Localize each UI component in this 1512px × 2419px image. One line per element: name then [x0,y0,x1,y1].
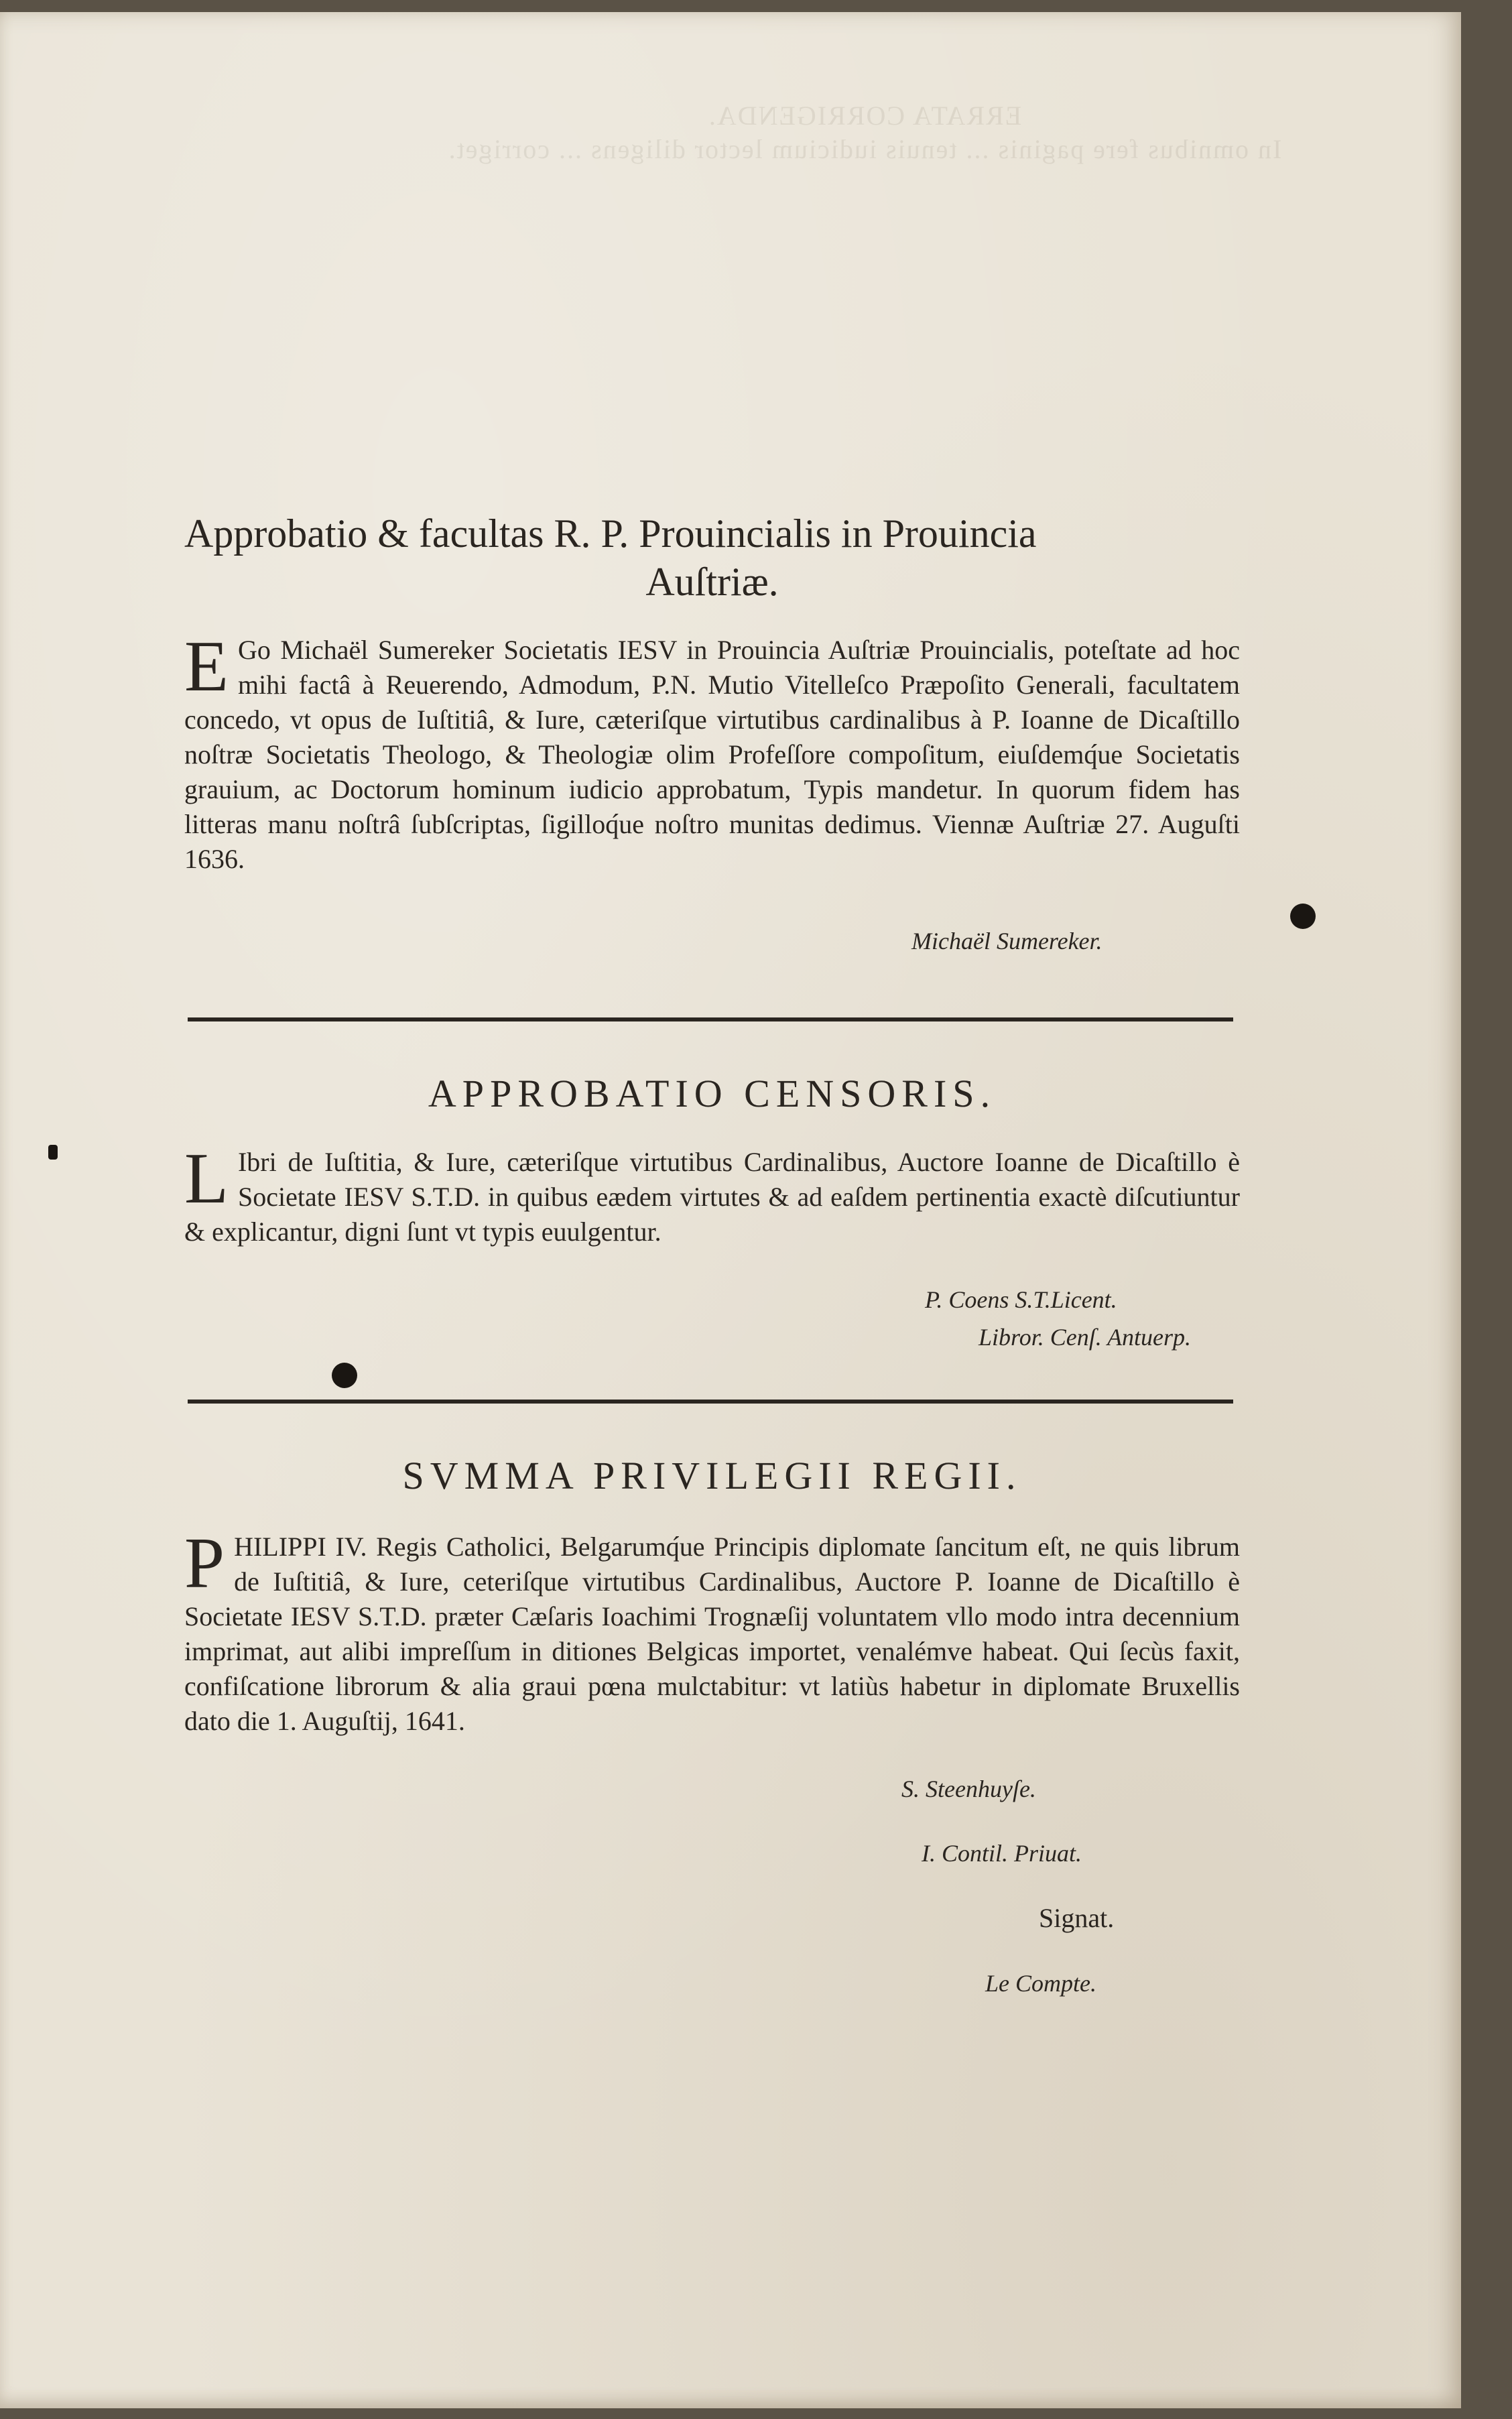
document-page [0,12,1461,2408]
section-body [184,1139,1240,1249]
bleed-through-text [295,99,1434,166]
bleed-through-line: ERRATA CORRIGENDA. [707,101,1022,131]
drop-cap: E [184,627,229,706]
ink-spot [48,1145,58,1160]
section-title-line: Auſtriæ. [645,560,779,604]
signature: I. Contil. Priuat. [922,1840,1082,1867]
signature: S. Steenhuyſe. [901,1776,1036,1802]
section-title [184,509,1240,606]
section-body [184,627,1240,877]
signature: Signat. [1039,1903,1115,1933]
drop-cap: P [184,1524,225,1603]
section-title: APPROBATIO CENSORIS. [428,1072,997,1115]
divider-rule [188,1017,1233,1021]
body-text: Go Michaël Sumereker Societatis IESV in Prouincia Auſtriæ Prouincialis, poteſtate ad hoc mihi factâ à Reuerendo, Admodum, P.N. Mutio Vitelleſco Præpoſito Generali, facultatem concedo, vt opus de Iuſtitiâ, & Iure, cæteriſque virtutibus cardinalibus à P. Ioanne de Dicaſtillo noſtræ Societatis Theologo, & Theologiæ olim Profeſſore compoſitum, eiuſdemq́ue Societatis grauium, ac Doctorum hominum iudicio approbatum, Typis mandetur. In quorum fidem has litteras manu noſtrâ ſubſcriptas, ſigilloq́ue noſtro munitas dedimus. Viennæ Auſtriæ 27. Auguſti 1636. [184,635,1240,874]
section-title-line: Approbatio & facultas R. P. Prouincialis in Prouincia [184,511,1037,556]
section-body [184,1524,1240,1739]
ink-spot [1290,904,1316,929]
signature: P. Coens S.T.Licent. [925,1286,1117,1313]
body-text: Ibri de Iuſtitia, & Iure, cæteriſque virtutibus Cardinalibus, Auctore Ioanne de Dicaſtillo è Societate IESV S.T.D. in quibus eædem virtutes & ad eaſdem pertinentia exactè diſcutiuntur & explicantur, digni ſunt vt typis euulgentur. [184,1147,1240,1247]
section-approbatio-provincialis [184,509,1240,877]
section-title: SVMMA PRIVILEGII REGII. [402,1454,1022,1497]
ink-spot [332,1363,357,1388]
drop-cap: L [184,1139,229,1219]
section-summa-privilegii [184,1452,1240,1739]
divider-rule [188,1400,1233,1404]
signature: Libror. Cenſ. Antuerp. [979,1324,1192,1351]
section-approbatio-censoris [184,1070,1240,1249]
bleed-through-line: In omnibus fere paginis ... tenuis iudicium lector diligens ... corriget. [447,134,1282,164]
signature: Michaël Sumereker. [911,928,1102,954]
signature: Le Compte. [985,1970,1096,1997]
body-text: HILIPPI IV. Regis Catholici, Belgarumq́ue Principis diplomate ſancitum eſt, ne quis librum de Iuſtitiâ, & Iure, ceteriſque virtutibus Cardinalibus, Auctore P. Ioanne de Dicaſtillo è Societate IESV S.T.D. præter Cæſaris Ioachimi Trognæſij voluntatem vllo modo intra decennium imprimat, aut alibi impreſſum in ditiones Belgicas importet, venalémve habeat. Qui ſecùs faxit, confiſcatione librorum & alia graui pœna mulctabitur: vt latiùs habetur in diplomate Bruxellis dato die 1. Auguſtij, 1641. [184,1532,1240,1736]
